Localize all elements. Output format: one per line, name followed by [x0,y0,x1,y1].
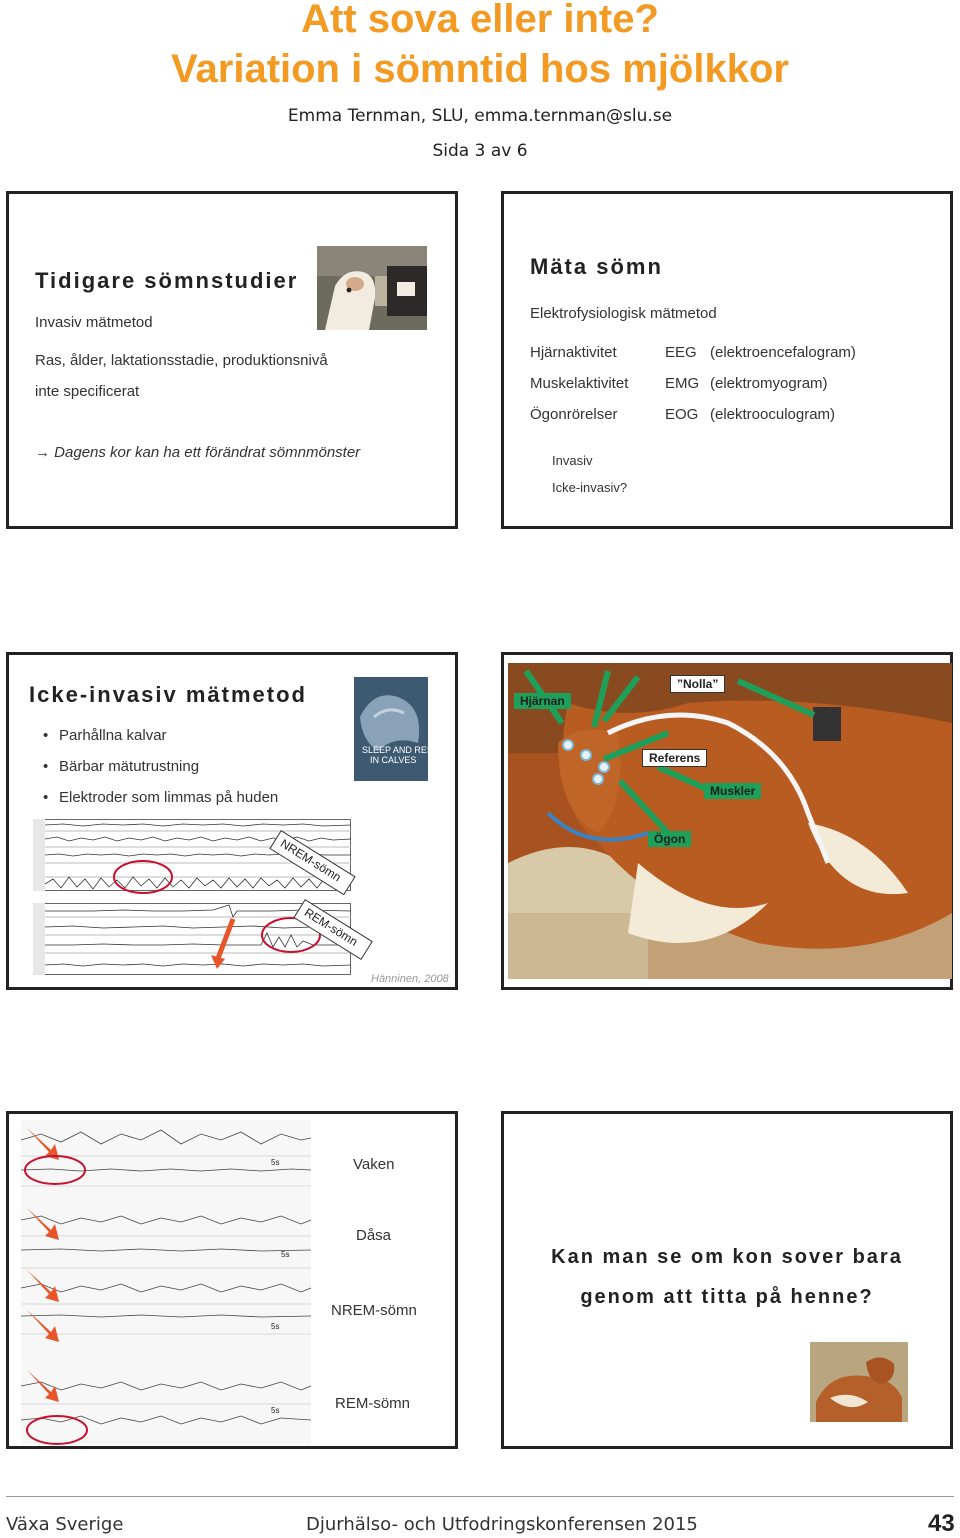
scale-label-2: 5s [281,1250,290,1259]
slide-line-unspecified: inte specificerat [35,383,140,400]
slide-question [501,1111,953,1449]
bullet-paired-calves: • Parhållna kalvar [59,727,167,744]
label-zero: ”Nolla” [670,675,725,693]
method-emg: EMG [665,375,700,392]
bullet-portable-equipment: • Bärbar mätutrustning [59,758,199,775]
state-nrem: NREM-sömn [331,1302,417,1319]
slide-measure-sleep [501,191,953,529]
slide-line-factors: Ras, ålder, laktationsstadie, produktionsnivå [35,352,328,369]
footer-divider [6,1496,954,1497]
cow-electrodes-photo [508,663,952,979]
slide-title: Mäta sömn [530,254,663,279]
slide-noninvasive-method [6,652,458,990]
method-eeg-expansion: (elektroencefalogram) [710,344,856,361]
arrow-right-icon: → [35,444,50,461]
book-title-line1: SLEEP AND REST [362,745,439,755]
noninvasive-label: Icke-invasiv? [552,480,628,495]
label-reference: Referens [642,749,707,767]
slide-previous-sleep-studies [6,191,458,529]
label-muscles: Muskler [704,783,761,799]
conclusion-text: Dagens kor kan ha ett förändrat sömnmönster [54,444,361,461]
method-emg-expansion: (elektromyogram) [710,375,828,392]
state-rem: REM-sömn [335,1395,411,1412]
activity-eye: Ögonrörelser [530,406,618,423]
invasive-label: Invasiv [552,453,593,468]
method-eog-expansion: (elektrooculogram) [710,406,836,423]
scale-label-4: 5s [271,1406,280,1415]
book-title-line2: IN CALVES [370,755,417,765]
page-info: Sida 3 av 6 [432,141,528,161]
scale-label-3: 5s [271,1322,280,1331]
red-arrow-icon [209,915,239,976]
scale-label-1: 5s [271,1158,280,1167]
footer-organization: Växa Sverige [6,1514,124,1535]
slide-electrode-placement [501,652,953,990]
page-number: 43 [928,1510,955,1537]
eeg-trace-panel [21,1120,311,1444]
label-brain: Hjärnan [514,693,571,709]
cow-photo [317,246,427,330]
bullet-electrodes: • Elektroder som limmas på huden [59,789,278,806]
slide-sleep-states [6,1111,458,1449]
document-title-line2: Variation i sömntid hos mjölkkor [171,47,789,91]
method-eog: EOG [665,406,699,423]
activity-muscle: Muskelaktivitet [530,375,629,392]
method-eeg: EEG [665,344,697,361]
author-line: Emma Ternman, SLU, emma.ternman@slu.se [287,106,673,126]
rem-trace-text: REM-sömn [301,905,361,949]
slide-conclusion [35,444,360,461]
footer-conference: Djurhälso- och Utfodringskonferensen 2015 [306,1514,698,1535]
slide-line-invasive: Invasiv mätmetod [35,314,153,331]
book-cover [354,677,439,781]
nrem-trace-text: NREM-sömn [277,836,344,885]
slide-title: Tidigare sömnstudier [35,268,299,293]
slide-title: Icke-invasiv mätmetod [29,682,307,707]
label-eyes: Ögon [648,831,691,847]
activity-brain: Hjärnaktivitet [530,344,617,361]
citation: Hänninen, 2008 [371,973,449,985]
state-drowsy: Dåsa [356,1227,392,1244]
state-awake: Vaken [353,1156,395,1173]
resting-cow-photo [810,1342,908,1422]
document-title-line1: Att sova eller inte? [301,0,659,41]
question-line1: Kan man se om kon sover bara [551,1246,903,1268]
slide-subtitle: Elektrofysiologisk mätmetod [530,305,717,322]
question-line2: genom att titta på henne? [580,1286,874,1308]
